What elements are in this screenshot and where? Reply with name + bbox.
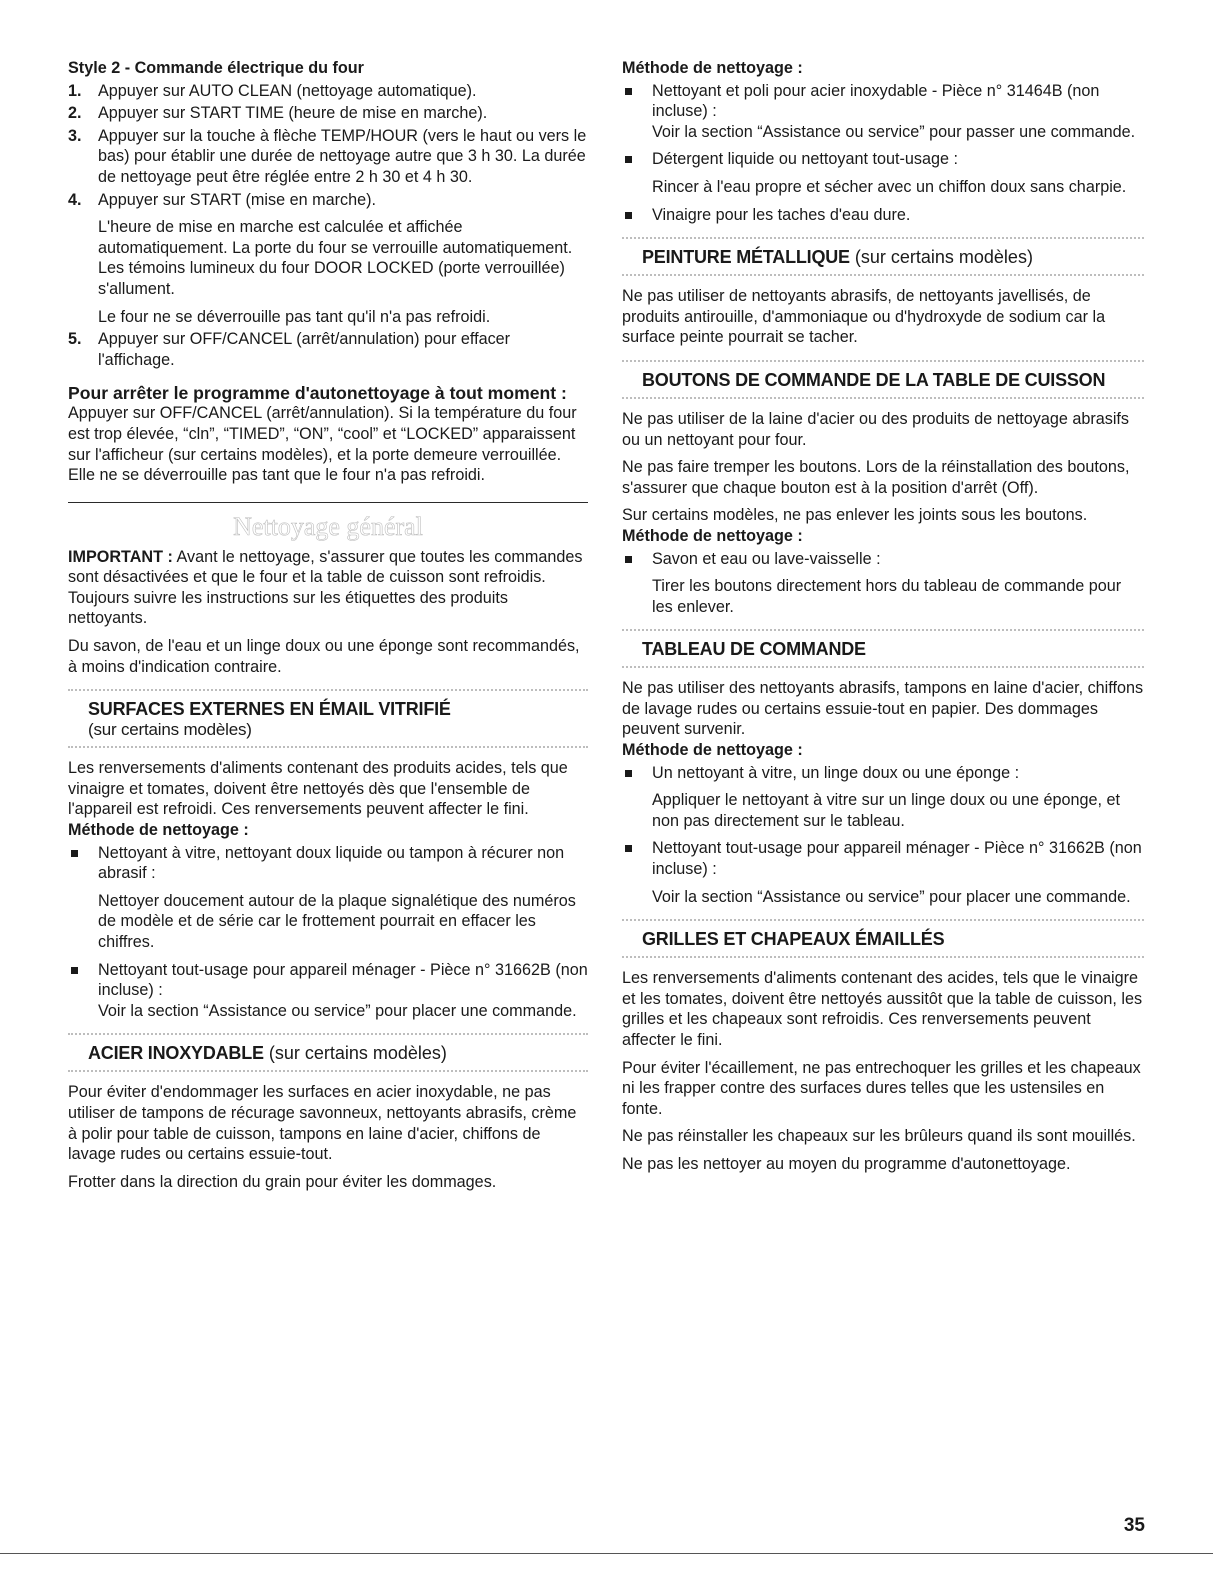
step-number: 1. [68,81,82,100]
list-item [622,149,1144,197]
item-detail: Appliquer le nettoyant à vitre sur un linge doux ou une éponge, et non pas directement sur le tableau. [652,791,1120,830]
list-item [622,838,1144,907]
step-number: 3. [68,126,82,145]
enamel-title: SURFACES EXTERNES EN ÉMAIL VITRIFIÉ [88,699,451,720]
section-title [622,631,1144,666]
section-divider [68,502,588,503]
bullet-square-icon [625,556,632,563]
step-note: Le four ne se déverrouille pas tant qu'il n'a pas refroidi. [98,307,491,326]
dotted-rule [622,274,1144,276]
bullet-square-icon [625,88,632,95]
bullet-square-icon [625,212,632,219]
left-column [68,58,588,1192]
stop-heading: Pour arrêter le programme d'autonettoyage à tout moment : [68,383,567,404]
step-item [68,329,588,370]
steel-method-list [622,81,1144,226]
style2-heading: Style 2 - Commande électrique du four [68,59,364,77]
step-number: 2. [68,104,82,123]
bullet-square-icon [625,156,632,163]
panel-title: TABLEAU DE COMMANDE [642,639,866,660]
important-paragraph [68,547,588,629]
knobs-text-1: Ne pas utiliser de la laine d'acier ou des produits de nettoyage abrasifs ou un nettoyant pour four. [622,409,1130,449]
paint-title-light: (sur certains modèles) [849,247,1033,268]
item-detail: Rincer à l'eau propre et sécher avec un chiffon doux sans charpie. [652,177,1127,196]
bullet-square-icon [71,850,78,857]
step-item [68,126,588,188]
item-text: Nettoyant tout-usage pour appareil ménager - Pièce n° 31662B (non incluse) : [652,839,1142,879]
knobs-section-header [622,360,1144,399]
knobs-title: BOUTONS DE COMMANDE DE LA TABLE DE CUISSON [642,369,1106,390]
grates-section-header [622,919,1144,958]
right-column [622,58,1144,1175]
step-text: Appuyer sur START (mise en marche). [98,190,376,209]
dotted-rule [622,666,1144,668]
bullet-square-icon [71,967,78,974]
item-text: Nettoyant tout-usage pour appareil ménager - Pièce n° 31662B (non incluse) : [98,960,588,1000]
steel-title-light: (sur certains modèles) [263,1043,447,1064]
knobs-method-list [622,549,1144,618]
panel-method-list [622,763,1144,908]
grates-text-3: Ne pas réinstaller les chapeaux sur les brûleurs quand ils sont mouillés. [622,1127,1136,1146]
list-item [622,763,1144,832]
grates-text-4: Ne pas les nettoyer au moyen du programme d'autonettoyage. [622,1154,1071,1173]
enamel-subtitle: (sur certains modèles) [88,720,252,740]
knobs-text-3: Sur certains modèles, ne pas enlever les joints sous les boutons. [622,506,1088,525]
list-item [68,843,588,953]
important-label: IMPORTANT : [68,547,173,566]
dotted-rule [622,956,1144,958]
page-number: 35 [1123,1515,1145,1536]
section-title [68,691,588,746]
step-number: 4. [68,190,82,209]
dotted-rule [68,746,588,748]
step-item [68,190,588,328]
dotted-rule [622,397,1144,399]
bullet-square-icon [625,845,632,852]
grates-text-1: Les renversements d'aliments contenant des acides, tels que le vinaigre et les tomates, doivent être nettoyés aussitôt que la table de cuisson, les grilles et les chapeaux sont refroidis. Ces renversements peuvent affecter le fini. [622,969,1143,1049]
page-bottom-rule [0,1553,1213,1554]
list-item [68,960,588,1022]
steel-text-1: Pour éviter d'endommager les surfaces en acier inoxydable, ne pas utiliser de tampons de récurage savonneux, nettoyants abrasifs, crème à polir pour table de cuisson, tampons en laine d'acier, chiffons de lavage rudes ou certains essuie-tout. [68,1083,577,1164]
knobs-text-2: Ne pas faire tremper les boutons. Lors de la réinstallation des boutons, s'assurer que chaque bouton est à la position d'arrêt (Off). [622,458,1130,497]
item-text: Nettoyant à vitre, nettoyant doux liquide ou tampon à récurer non abrasif : [98,843,565,883]
method-label: Méthode de nettoyage : [622,59,803,77]
item-text: Nettoyant et poli pour acier inoxydable - Pièce n° 31464B (non incluse) : [652,81,1100,121]
section-title [622,362,1144,397]
method-label: Méthode de nettoyage : [68,821,249,840]
section-title [622,239,1144,274]
item-detail: Tirer les boutons directement hors du tableau de commande pour les enlever. [652,577,1122,616]
method-label: Méthode de nettoyage : [622,741,803,760]
item-detail: Voir la section “Assistance ou service” pour passer une commande. [652,122,1136,141]
style2-steps [68,81,588,371]
item-text: Un nettoyant à vitre, un linge doux ou une éponge : [652,763,1020,782]
steel-section-header [68,1033,588,1072]
list-item [622,549,1144,618]
step-item [68,103,588,124]
item-text: Détergent liquide ou nettoyant tout-usage : [652,150,958,169]
item-text: Vinaigre pour les taches d'eau dure. [652,205,911,224]
steel-text-2: Frotter dans la direction du grain pour éviter les dommages. [68,1172,497,1191]
dotted-rule [68,1070,588,1072]
item-text: Savon et eau ou lave-vaisselle : [652,549,881,568]
soap-text: Du savon, de l'eau et un linge doux ou une éponge sont recommandés, à moins d'indication contraire. [68,637,580,676]
step-note: L'heure de mise en marche est calculée et affichée automatiquement. La porte du four se verrouille automatiquement. Les témoins lumineux du four DOOR LOCKED (porte verrouillée) s'allument. [98,218,573,298]
panel-section-header [622,629,1144,668]
list-item [622,205,1144,226]
step-item [68,81,588,102]
step-text: Appuyer sur AUTO CLEAN (nettoyage automatique). [98,81,477,100]
general-cleaning-title: Nettoyage général [233,511,423,541]
method-label: Méthode de nettoyage : [622,526,803,545]
item-detail: Nettoyer doucement autour de la plaque signalétique des numéros de modèle et de série car le frottement pourrait en effacer les chiffres. [98,891,576,951]
steel-title: ACIER INOXYDABLE [88,1043,264,1064]
step-text: Appuyer sur OFF/CANCEL (arrêt/annulation) pour effacer l'affichage. [98,330,511,369]
section-title [622,921,1144,956]
panel-text: Ne pas utiliser des nettoyants abrasifs, tampons en laine d'acier, chiffons de lavage rudes ou certains essuie-tout en papier. Des dommages peuvent survenir. [622,679,1144,739]
step-text: Appuyer sur la touche à flèche TEMP/HOUR (vers le haut ou vers le bas) pour établir une durée de nettoyage autre que 3 h 30. La durée de nettoyage peut être réglée entre 2 h 30 et 4 h 30. [98,126,587,186]
paint-title: PEINTURE MÉTALLIQUE [642,247,850,268]
stop-text: Appuyer sur OFF/CANCEL (arrêt/annulation). Si la température du four est trop élevée, “cln”, “TIMED”, “ON”, “cool” et “LOCKED” apparaissent sur l'afficheur (sur certains modèles), et la porte demeure verrouillée. Elle ne se déverrouille pas tant que le four n'a pas refroidi. [68,404,577,485]
paint-text: Ne pas utiliser de nettoyants abrasifs, de nettoyants javellisés, de produits antirouille, d'ammoniaque ou d'hydroxyde de sodium car la surface peinte pourrait se tacher. [622,287,1106,347]
item-detail: Voir la section “Assistance ou service” pour placer une commande. [98,1001,577,1020]
list-item [622,81,1144,143]
enamel-text: Les renversements d'aliments contenant des produits acides, tels que vinaigre et tomates, doivent être nettoyés dès que l'ensemble de l'appareil est refroidi. Ces renversements peuvent affecter le fini. [68,759,568,819]
grates-text-2: Pour éviter l'écaillement, ne pas entrechoquer les grilles et les chapeaux ni les frapper contre des surfaces dures telles que les ustensiles en fonte. [622,1058,1141,1118]
important-text: Avant le nettoyage, s'assurer que toutes les commandes sont désactivées et que le four et la table de cuisson sont refroidis. Toujours suivre les instructions sur les étiquettes des produits nettoyants. [68,547,583,628]
step-text: Appuyer sur START TIME (heure de mise en marche). [98,104,488,123]
step-number: 5. [68,330,82,349]
bullet-square-icon [625,770,632,777]
enamel-method-list [68,843,588,1022]
grates-title: GRILLES ET CHAPEAUX ÉMAILLÉS [642,929,945,950]
enamel-section-header [68,689,588,748]
item-detail: Voir la section “Assistance ou service” pour placer une commande. [652,887,1131,906]
section-title [68,1035,588,1070]
paint-section-header [622,237,1144,276]
